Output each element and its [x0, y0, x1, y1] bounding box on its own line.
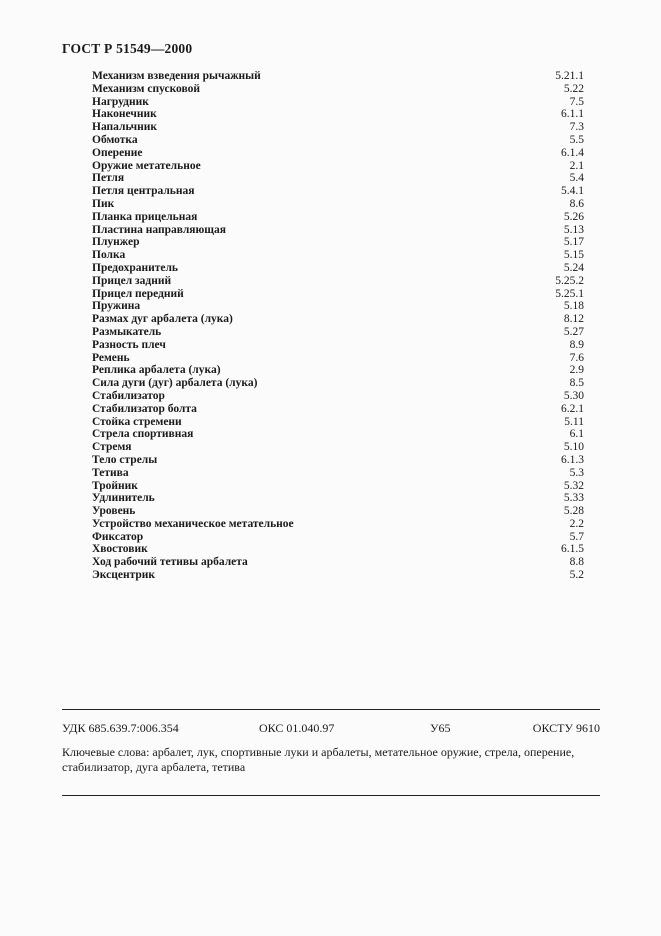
classification-line [62, 721, 600, 735]
index-term: Тело стрелы [92, 453, 158, 466]
udk-code: УДК 685.639.7:006.354 [62, 721, 179, 735]
index-row [92, 288, 584, 301]
index-term: Сила дуги (дуг) арбалета (лука) [92, 377, 258, 390]
index-term: Прицел задний [92, 274, 172, 287]
index-ref: 5.13 [563, 223, 584, 236]
index-term: Петля [92, 172, 125, 185]
index-term: Стабилизатор [92, 389, 165, 402]
index-term: Пластина направляющая [92, 223, 226, 236]
index-row [92, 364, 584, 377]
index-term: Ход рабочий тетивы арбалета [92, 556, 248, 569]
index-row [92, 275, 584, 288]
index-ref: 5.2 [569, 569, 584, 582]
index-term: Планка прицельная [92, 210, 198, 223]
index-term: Размыкатель [92, 325, 162, 338]
index-ref: 6.1.5 [561, 543, 584, 556]
index-term: Стабилизатор болта [92, 402, 197, 415]
index-row [92, 249, 584, 262]
index-term: Тетива [92, 466, 129, 479]
bottom-divider [62, 795, 600, 796]
index-ref: 8.6 [569, 197, 584, 210]
index-ref: 5.4 [569, 172, 584, 185]
okstu-code: ОКСТУ 9610 [532, 721, 600, 735]
index-term: Стойка стремени [92, 415, 182, 428]
index-term: Механизм взведения рычажный [92, 70, 261, 82]
index-row [92, 531, 584, 544]
index-term: Размах дуг арбалета (лука) [92, 313, 233, 326]
index-ref: 6.2.1 [561, 402, 584, 415]
term-index [92, 70, 584, 582]
index-row [92, 556, 584, 569]
index-term: Полка [92, 249, 126, 262]
index-ref: 5.5 [569, 133, 584, 146]
index-row [92, 403, 584, 416]
index-row [92, 352, 584, 365]
index-ref: 2.1 [569, 159, 584, 172]
index-ref: 6.1.4 [561, 146, 584, 159]
index-row [92, 172, 584, 185]
index-term: Оперение [92, 146, 143, 159]
keywords: Ключевые слова: арбалет, лук, спортивные луки и арбалеты, метательное оружие, стрела, оперение, стабилизатор, дуга арбалета, тетива [62, 745, 575, 774]
index-term: Оружие метательное [92, 159, 201, 172]
index-term: Разность плеч [92, 338, 166, 351]
index-row [92, 108, 584, 121]
index-term: Напальчник [92, 121, 158, 134]
index-ref: 5.26 [563, 210, 584, 223]
index-row [92, 147, 584, 160]
index-ref: 5.27 [563, 325, 584, 338]
index-ref: 5.24 [563, 261, 584, 274]
index-row [92, 300, 584, 313]
index-ref: 7.3 [569, 121, 584, 134]
index-row [92, 518, 584, 531]
index-ref: 5.28 [563, 505, 584, 518]
index-row [92, 492, 584, 505]
index-term: Петля центральная [92, 185, 195, 198]
index-row [92, 416, 584, 429]
index-row [92, 454, 584, 467]
index-row [92, 121, 584, 134]
index-term: Тройник [92, 479, 138, 492]
index-row [92, 236, 584, 249]
u-code: У65 [430, 721, 451, 735]
oks-code: ОКС 01.040.97 [259, 721, 335, 735]
index-ref: 5.21.1 [555, 70, 584, 82]
index-term: Реплика арбалета (лука) [92, 364, 221, 377]
document-header: ГОСТ Р 51549—2000 [62, 41, 193, 56]
index-term: Наконечник [92, 108, 157, 121]
index-row [92, 505, 584, 518]
index-ref: 6.1.1 [561, 108, 584, 121]
index-ref: 5.15 [563, 249, 584, 262]
index-row [92, 211, 584, 224]
index-row [92, 543, 584, 556]
index-ref: 6.1 [569, 428, 584, 441]
index-row [92, 262, 584, 275]
index-ref: 5.30 [563, 389, 584, 402]
index-row [92, 428, 584, 441]
index-ref: 5.10 [563, 441, 584, 454]
index-ref: 7.5 [569, 95, 584, 108]
index-term: Удлинитель [92, 492, 155, 505]
index-ref: 5.18 [563, 300, 584, 313]
index-ref: 5.4.1 [561, 185, 584, 198]
index-row [92, 480, 584, 493]
index-term: Нагрудник [92, 95, 149, 108]
index-row [92, 134, 584, 147]
index-term: Предохранитель [92, 261, 179, 274]
index-ref: 6.1.3 [561, 453, 584, 466]
index-term: Пик [92, 197, 115, 210]
index-term: Хвостовик [92, 543, 148, 556]
index-row [92, 377, 584, 390]
index-term: Эксцентрик [92, 569, 156, 582]
index-row [92, 441, 584, 454]
index-term: Стрела спортивная [92, 428, 194, 441]
index-row [92, 224, 584, 237]
index-term: Обмотка [92, 133, 138, 146]
index-ref: 5.7 [569, 530, 584, 543]
index-row [92, 185, 584, 198]
index-row [92, 96, 584, 109]
index-ref: 2.9 [569, 364, 584, 377]
top-divider [62, 709, 600, 710]
index-ref: 5.11 [564, 415, 584, 428]
index-ref: 8.9 [569, 338, 584, 351]
index-ref: 5.25.1 [555, 287, 584, 300]
index-row [92, 390, 584, 403]
index-term: Прицел передний [92, 287, 184, 300]
index-ref: 2.2 [569, 517, 584, 530]
index-term: Уровень [92, 505, 136, 518]
index-ref: 5.22 [563, 82, 584, 95]
index-term: Фиксатор [92, 530, 144, 543]
index-term: Ремень [92, 351, 130, 364]
index-row [92, 70, 584, 83]
index-ref: 8.12 [563, 313, 584, 326]
index-ref: 5.3 [569, 466, 584, 479]
index-ref: 8.8 [569, 556, 584, 569]
index-row [92, 83, 584, 96]
index-row [92, 569, 584, 582]
index-ref: 7.6 [569, 351, 584, 364]
index-row [92, 313, 584, 326]
index-row [92, 326, 584, 339]
index-ref: 5.17 [563, 236, 584, 249]
index-ref: 5.33 [563, 492, 584, 505]
index-ref: 5.25.2 [555, 274, 584, 287]
index-row [92, 339, 584, 352]
index-term: Плунжер [92, 236, 140, 249]
index-ref: 5.32 [563, 479, 584, 492]
index-term: Устройство механическое метательное [92, 517, 294, 530]
index-term: Механизм спусковой [92, 82, 201, 95]
index-ref: 8.5 [569, 377, 584, 390]
index-row [92, 467, 584, 480]
index-term: Пружина [92, 300, 141, 313]
index-term: Стремя [92, 441, 132, 454]
index-row [92, 198, 584, 211]
index-row [92, 160, 584, 173]
